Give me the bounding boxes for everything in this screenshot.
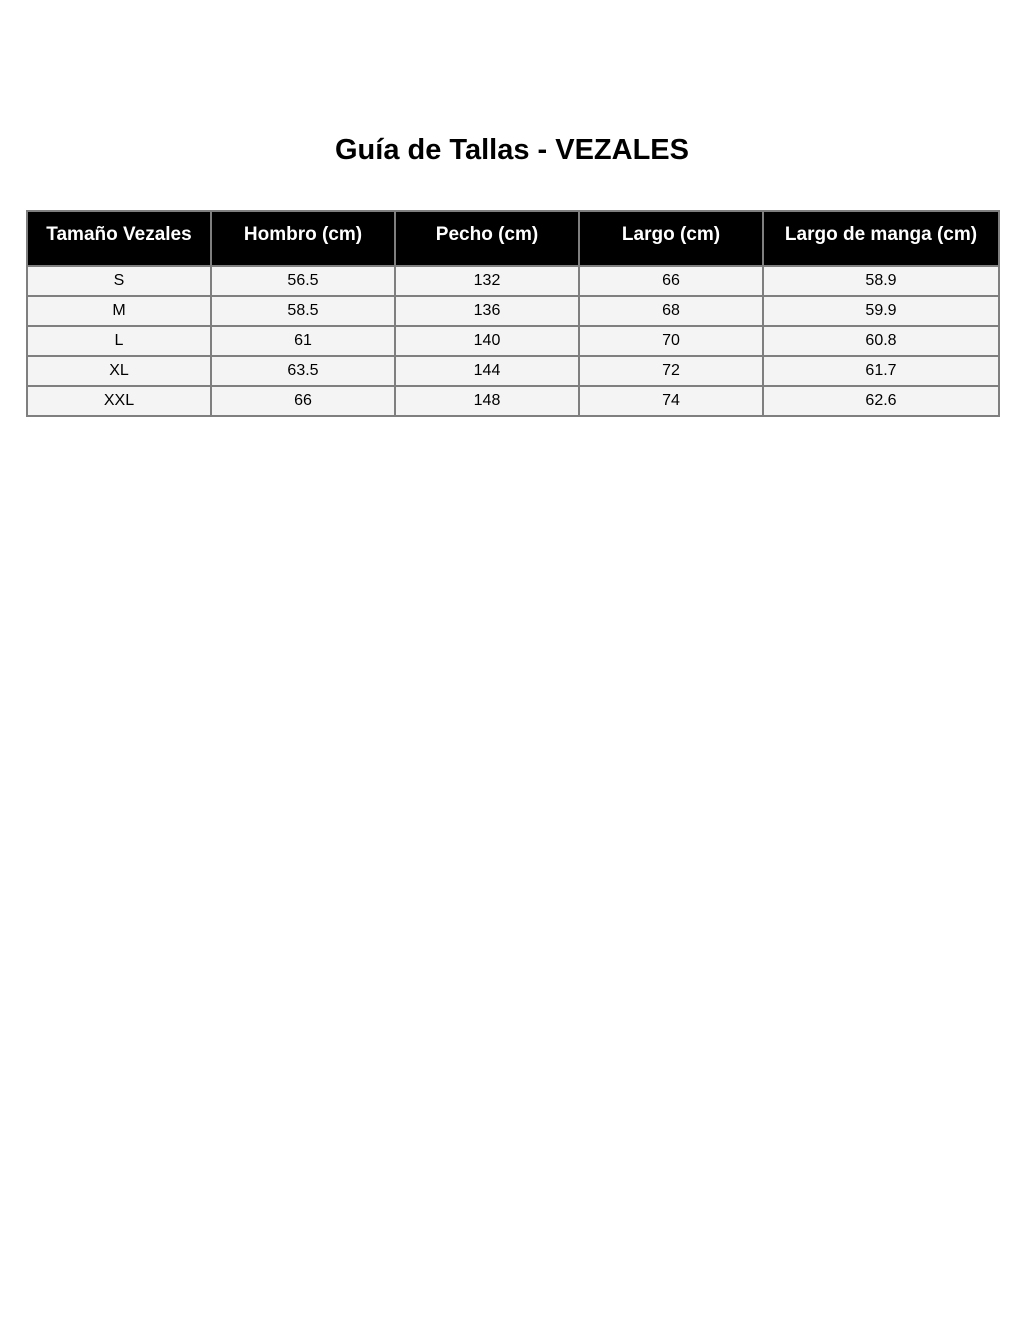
- cell-size: S: [27, 266, 211, 296]
- cell-length: 68: [579, 296, 763, 326]
- cell-size: M: [27, 296, 211, 326]
- header-chest: Pecho (cm): [395, 211, 579, 266]
- cell-sleeve-length: 59.9: [763, 296, 999, 326]
- cell-size: XXL: [27, 386, 211, 416]
- cell-sleeve-length: 61.7: [763, 356, 999, 386]
- cell-shoulder: 58.5: [211, 296, 395, 326]
- cell-length: 66: [579, 266, 763, 296]
- cell-shoulder: 61: [211, 326, 395, 356]
- cell-sleeve-length: 58.9: [763, 266, 999, 296]
- cell-chest: 144: [395, 356, 579, 386]
- page-title: Guía de Tallas - VEZALES: [335, 134, 689, 166]
- table-row: [27, 326, 999, 356]
- cell-length: 70: [579, 326, 763, 356]
- cell-chest: 140: [395, 326, 579, 356]
- header-size: Tamaño Vezales: [27, 211, 211, 266]
- cell-shoulder: 56.5: [211, 266, 395, 296]
- table-row: [27, 266, 999, 296]
- header-row: [27, 211, 999, 266]
- cell-length: 74: [579, 386, 763, 416]
- header-shoulder: Hombro (cm): [211, 211, 395, 266]
- table-body: [27, 266, 999, 416]
- cell-chest: 132: [395, 266, 579, 296]
- size-chart-table: [26, 210, 1000, 417]
- cell-length: 72: [579, 356, 763, 386]
- cell-size: XL: [27, 356, 211, 386]
- table-row: [27, 356, 999, 386]
- cell-chest: 136: [395, 296, 579, 326]
- table-row: [27, 296, 999, 326]
- header-length: Largo (cm): [579, 211, 763, 266]
- table-row: [27, 386, 999, 416]
- header-sleeve-length: Largo de manga (cm): [763, 211, 999, 266]
- cell-chest: 148: [395, 386, 579, 416]
- cell-sleeve-length: 62.6: [763, 386, 999, 416]
- table-header: [27, 211, 999, 266]
- cell-shoulder: 66: [211, 386, 395, 416]
- cell-size: L: [27, 326, 211, 356]
- cell-sleeve-length: 60.8: [763, 326, 999, 356]
- cell-shoulder: 63.5: [211, 356, 395, 386]
